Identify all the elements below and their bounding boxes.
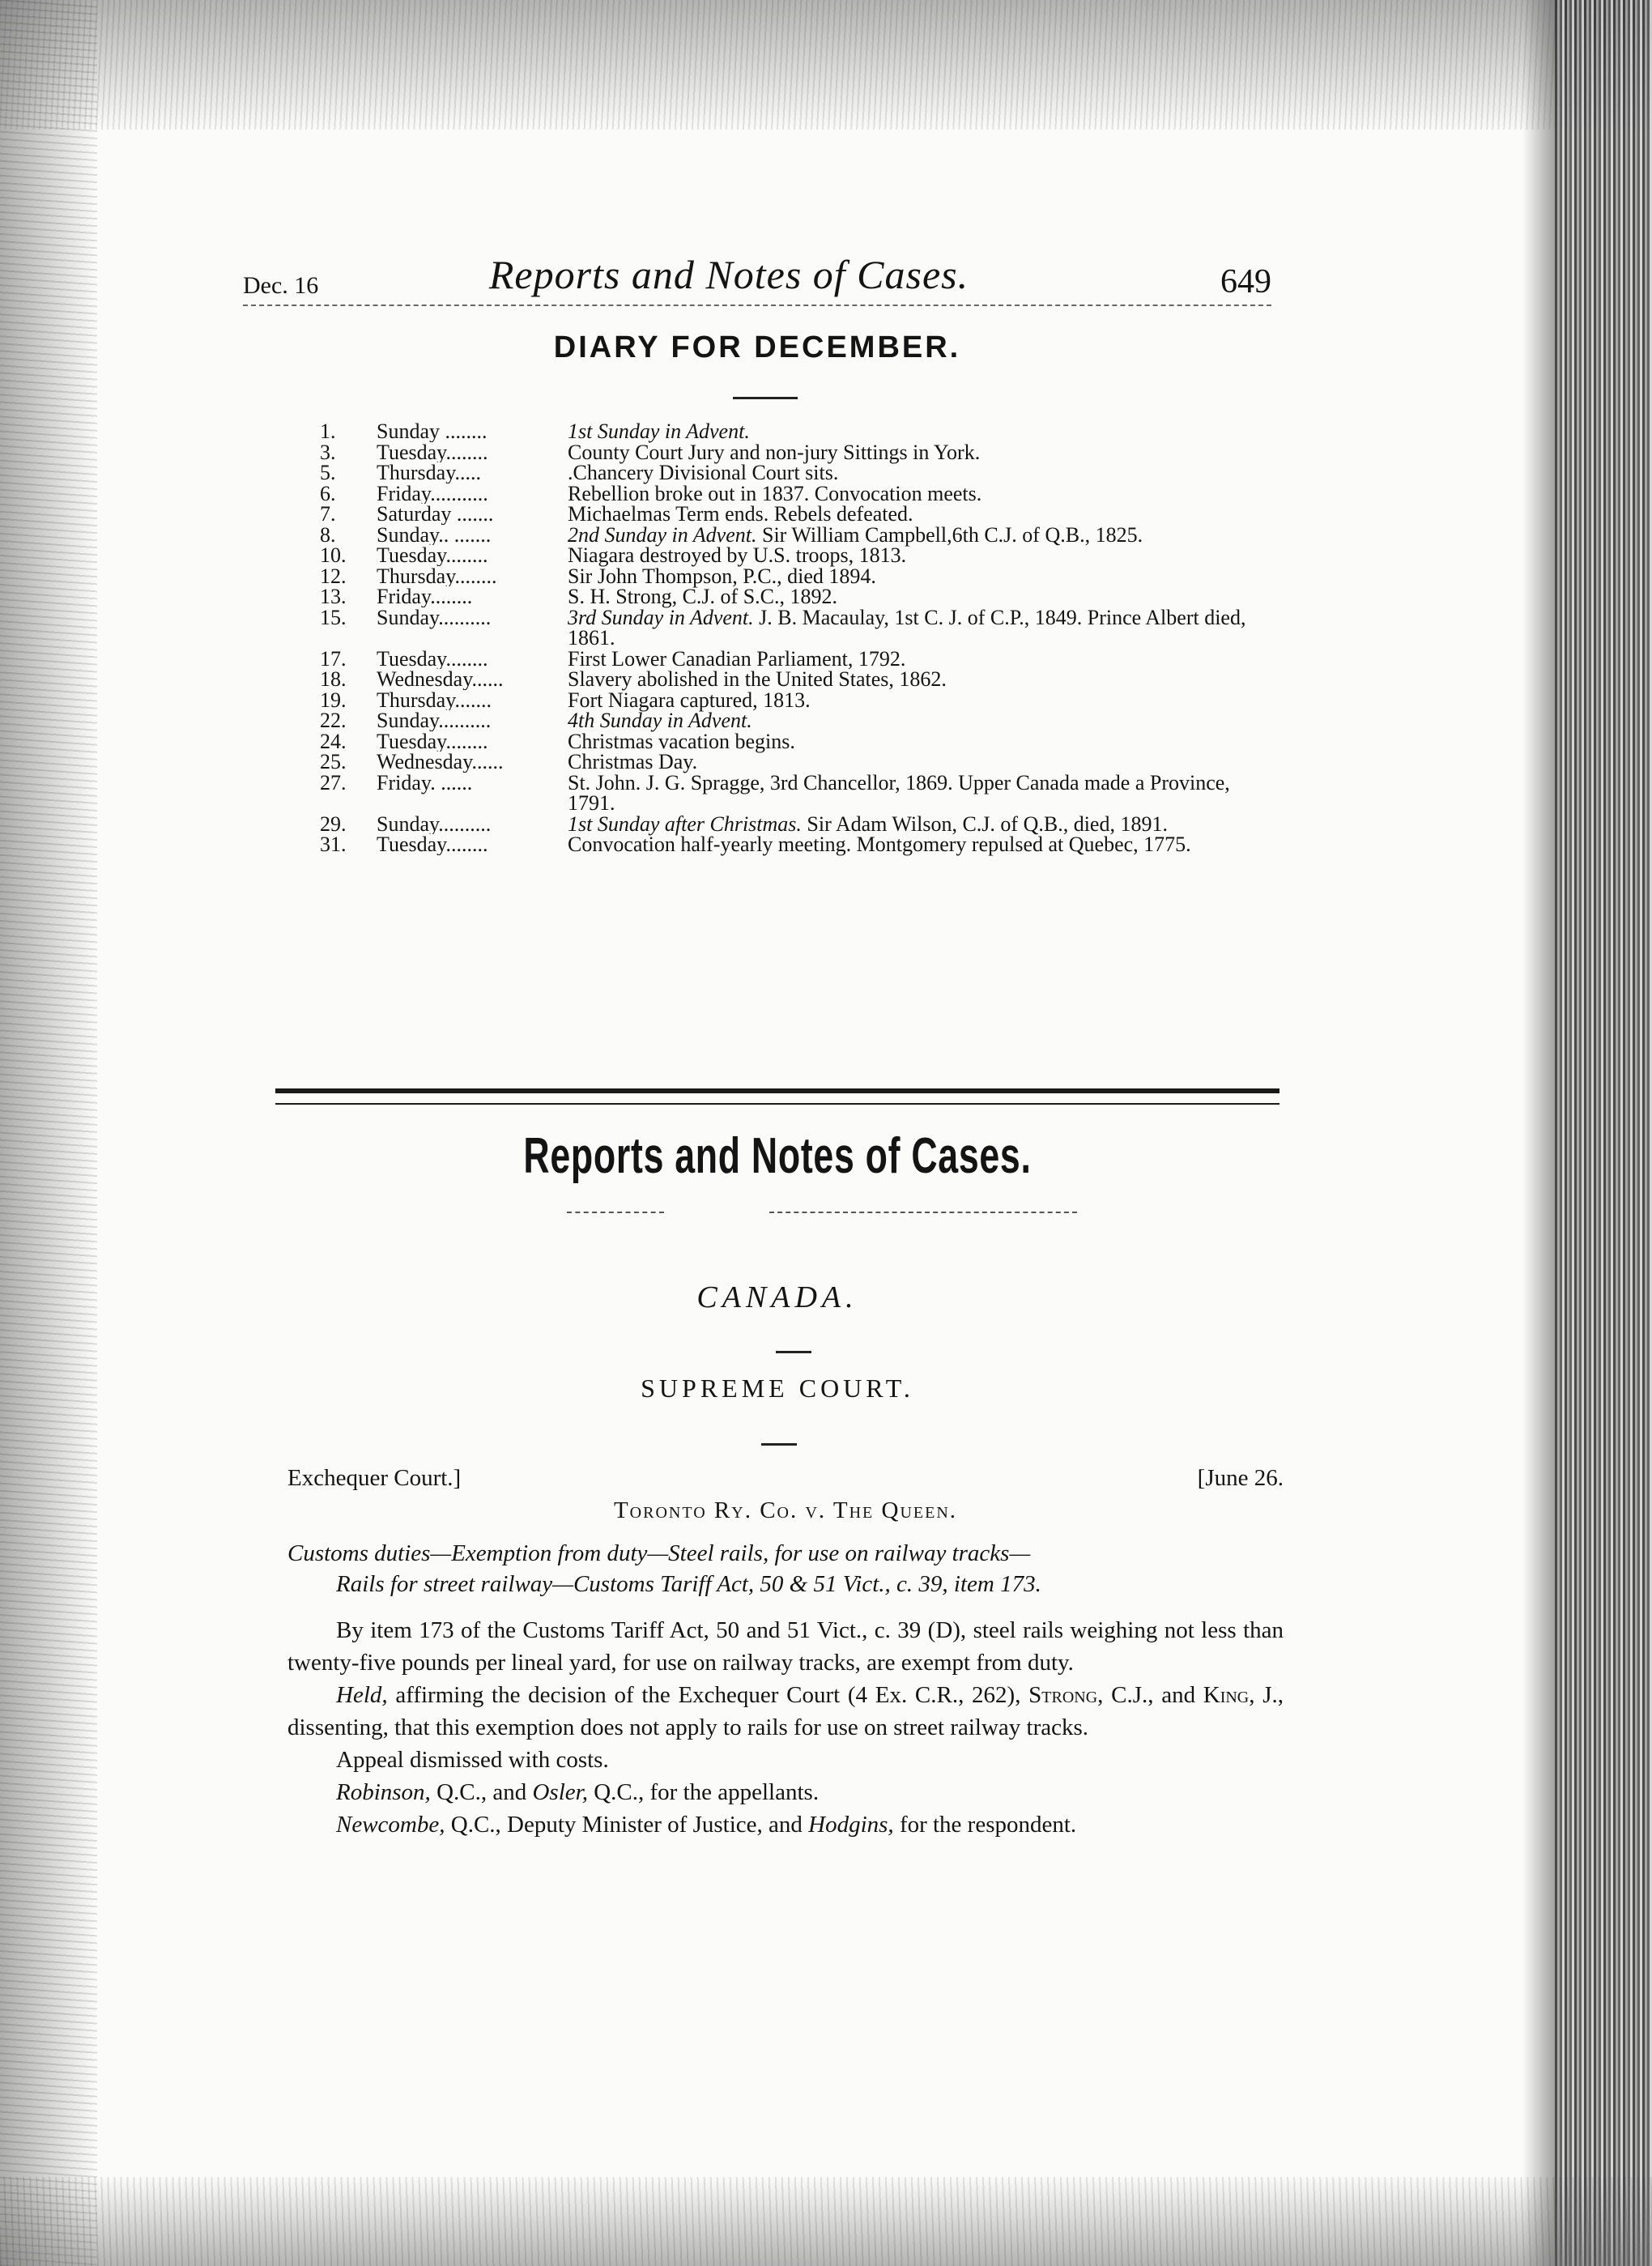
diary-entry: [320, 566, 1259, 587]
judge-strong: Strong,: [1028, 1682, 1104, 1708]
statute-paragraph: By item 173 of the Customs Tariff Act, 50 and 51 Vict., c. 39 (D), steel rails weighing not less than twenty-five pounds per lineal yard, for use on railway tracks, are exempt from duty.: [287, 1617, 1284, 1676]
diary-entry-event: [568, 462, 1259, 483]
held-text: affirming the decision of the Exchequer Court (4 Ex. C.R., 262),: [387, 1682, 1029, 1708]
diary-entry-date: 24.: [320, 729, 347, 753]
headnote: [287, 1538, 1284, 1599]
diary-entry-text: Christmas Day.: [568, 750, 698, 773]
counsel-robinson: Robinson,: [336, 1779, 431, 1805]
section-title: Reports and Notes of Cases.: [523, 1128, 1032, 1184]
diary-entry: [320, 752, 1259, 773]
running-head-date: Dec. 16: [243, 272, 319, 299]
diary-entry: [320, 442, 1259, 463]
diary-entry-event: [568, 646, 1259, 671]
diary-entry-event: [568, 442, 1259, 463]
counsel-newcombe: Newcombe,: [336, 1812, 445, 1838]
diary-entry-text: Sir William Campbell,6th C.J. of Q.B., 1825.: [756, 522, 1143, 547]
diary-entry: [320, 710, 1259, 731]
diary-entry: [320, 545, 1259, 566]
diary-entry-event: [568, 522, 1259, 547]
counsel-hodgins: Hodgins,: [808, 1812, 894, 1838]
diary-entry-text: Convocation half-yearly meeting. Montgomery repulsed at Quebec, 1775.: [568, 833, 1191, 856]
diary-entry-text: Michaelmas Term ends. Rebels defeated.: [568, 502, 913, 526]
diary-entry-text: .Chancery Divisional Court sits.: [568, 461, 839, 484]
diary-entry-weekday: Sunday ........: [377, 421, 488, 442]
diary-entry-event: [568, 669, 1259, 690]
diary-entry-text: Niagara destroyed by U.S. troops, 1813.: [568, 543, 907, 567]
diary-entry-text: Slavery abolished in the United States, 1862.: [568, 667, 947, 691]
diary-entry-text: Sir John Thompson, P.C., died 1894.: [568, 564, 876, 588]
diary-entry-date: 22.: [320, 709, 347, 732]
diary-entry-event: [568, 421, 1259, 442]
diary-entry: [320, 731, 1259, 752]
court-heading: SUPREME COURT.: [641, 1374, 914, 1403]
diary-entry-weekday: Tuesday........: [377, 730, 488, 752]
diary-entry-weekday: Sunday.. .......: [377, 524, 492, 545]
diary-entry-event: [568, 566, 1259, 587]
diary-entry-weekday: Sunday..........: [377, 710, 492, 731]
diary-title: DIARY FOR DECEMBER.: [553, 330, 961, 364]
country-rule: [776, 1351, 811, 1353]
diary-entry-date: 6.: [320, 481, 336, 505]
diary-entry-date: 27.: [320, 770, 347, 794]
diary-entry: [320, 483, 1259, 505]
diary-entry-weekday: Tuesday........: [377, 441, 488, 462]
diary-entry-date: 3.: [320, 440, 336, 464]
held-text-3: J., dissenting, that this exemption does not apply to rails for use on street railway tracks.: [287, 1682, 1284, 1740]
diary-entry: [320, 770, 1259, 815]
headnote-line-2: Rails for street railway—Customs Tariff Act, 50 & 51 Vict., c. 39, item 173.: [336, 1571, 1041, 1597]
diary-entry-event: [568, 731, 1259, 752]
diary-entry: [320, 586, 1259, 607]
diary-entry-date: 10.: [320, 543, 347, 567]
case-report: [287, 1462, 1284, 1841]
diary-entry-feast: 1st Sunday after Christmas.: [568, 811, 802, 836]
diary-entry-date: 18.: [320, 667, 347, 691]
diary-entry: [320, 690, 1259, 711]
diary-entry: [320, 607, 1259, 649]
diary-entry-date: 15.: [320, 605, 347, 629]
diary-entry-feast: 2nd Sunday in Advent.: [568, 522, 757, 547]
diary-entry-date: 5.: [320, 461, 336, 484]
diary-entry-weekday: Friday...........: [377, 483, 488, 504]
held-paragraph: [287, 1679, 1284, 1744]
diary-entry-date: 25.: [320, 750, 347, 773]
diary-entry-date: 1.: [320, 420, 336, 443]
judge-king: King,: [1203, 1682, 1255, 1708]
diary-entry-text: County Court Jury and non-jury Sittings in York.: [568, 440, 981, 464]
diary-entry: [320, 811, 1259, 836]
diary-entry-weekday: Thursday........: [377, 565, 497, 586]
diary-list: [320, 421, 1259, 855]
diary-entry-weekday: Thursday.....: [377, 462, 482, 483]
diary-entry-weekday: Friday........: [377, 586, 473, 607]
diary-entry-weekday: Wednesday......: [377, 752, 504, 773]
court-of-origin: Exchequer Court.]: [287, 1465, 462, 1491]
counsel-osler: Osler,: [532, 1779, 588, 1805]
diary-entry-event: [568, 811, 1259, 836]
diary-entry-weekday: Sunday..........: [377, 607, 492, 629]
section-rule-right: [769, 1212, 1077, 1213]
diary-entry-event: [568, 710, 1259, 731]
page-number: 649: [1220, 263, 1271, 300]
diary-entry-weekday: Wednesday......: [377, 669, 504, 690]
diary-entry-feast: 3rd Sunday in Advent.: [568, 605, 754, 629]
diary-entry-event: [568, 690, 1259, 711]
diary-entry: [320, 669, 1259, 690]
diary-entry-event: [568, 607, 1259, 649]
diary-entry-event: [568, 834, 1259, 855]
diary-entry: [320, 522, 1259, 547]
section-double-rule: [275, 1088, 1279, 1105]
diary-entry: [320, 646, 1259, 671]
diary-entry-event: [568, 545, 1259, 566]
diary-entry-weekday: Tuesday........: [377, 545, 488, 566]
diary-entry-date: 19.: [320, 688, 347, 712]
diary-entry-weekday: Tuesday........: [377, 834, 488, 855]
diary-entry-text: First Lower Canadian Parliament, 1792.: [568, 646, 906, 671]
counsel-text-2: Q.C., Deputy Minister of Justice, and: [445, 1812, 809, 1838]
diary-entry-text: Rebellion broke out in 1837. Convocation meets.: [568, 481, 982, 505]
diary-entry: [320, 504, 1259, 525]
running-head: [243, 243, 1271, 308]
diary-entry-text: Sir Adam Wilson, C.J. of Q.B., died, 1891.: [801, 811, 1168, 836]
counsel-text: Q.C., and: [430, 1779, 533, 1805]
diary-entry-date: 8.: [320, 522, 336, 547]
case-header-row: [287, 1462, 1284, 1494]
diary-entry-feast: 1st Sunday in Advent.: [568, 420, 750, 443]
diary-entry-text: J. B. Macaulay, 1st C. J. of C.P., 1849. Prince Albert died, 1861.: [568, 605, 1246, 650]
held-label: Held,: [336, 1682, 388, 1708]
diary-entry-text: Christmas vacation begins.: [568, 729, 795, 753]
court-rule: [761, 1443, 797, 1446]
diary-entry-event: [568, 770, 1259, 815]
diary-entry-date: 31.: [320, 833, 347, 856]
section-rule-left: [567, 1212, 664, 1213]
result-paragraph: Appeal dismissed with costs.: [336, 1747, 609, 1773]
diary-entry-date: 13.: [320, 585, 347, 608]
diary-entry-event: [568, 483, 1259, 505]
diary-entry-event: [568, 586, 1259, 607]
diary-entry-event: [568, 504, 1259, 525]
diary-entry-text: Fort Niagara captured, 1813.: [568, 688, 811, 712]
diary-entry-feast: 4th Sunday in Advent.: [568, 709, 752, 732]
appellant-counsel: [287, 1776, 1284, 1808]
diary-entry-date: 17.: [320, 646, 347, 671]
held-text-2: C.J., and: [1103, 1682, 1203, 1708]
diary-entry-text: S. H. Strong, C.J. of S.C., 1892.: [568, 585, 837, 608]
case-name: Toronto Ry. Co. v. The Queen.: [613, 1497, 958, 1523]
diary-entry-weekday: Tuesday........: [377, 648, 488, 669]
diary-entry: [320, 421, 1259, 442]
diary-entry-date: 29.: [320, 811, 347, 836]
respondent-counsel: [287, 1808, 1284, 1841]
judgment-date: [June 26.: [1197, 1465, 1284, 1491]
running-head-title: Reports and Notes of Cases.: [488, 252, 969, 297]
diary-entry: [320, 462, 1259, 483]
diary-entry-weekday: Thursday.......: [377, 689, 492, 710]
counsel-text-2-end: for the respondent.: [893, 1812, 1077, 1838]
diary-entry-date: 12.: [320, 564, 347, 588]
diary-entry-date: 7.: [320, 502, 336, 526]
diary-entry-text: St. John. J. G. Spragge, 3rd Chancellor, 1869. Upper Canada made a Province, 1791.: [568, 770, 1230, 815]
diary-entry-weekday: Saturday .......: [377, 504, 494, 525]
counsel-text-end: Q.C., for the appellants.: [587, 1779, 820, 1805]
diary-entry-event: [568, 752, 1259, 773]
diary-title-rule: [733, 397, 798, 399]
diary-entry: [320, 834, 1259, 855]
diary-entry-weekday: Sunday..........: [377, 813, 492, 834]
diary-entry-weekday: Friday. ......: [377, 772, 473, 794]
headnote-line-1: Customs duties—Exemption from duty—Steel rails, for use on railway tracks—: [287, 1540, 1031, 1566]
running-head-rule: [243, 305, 1271, 306]
country-heading: CANADA.: [696, 1280, 858, 1314]
